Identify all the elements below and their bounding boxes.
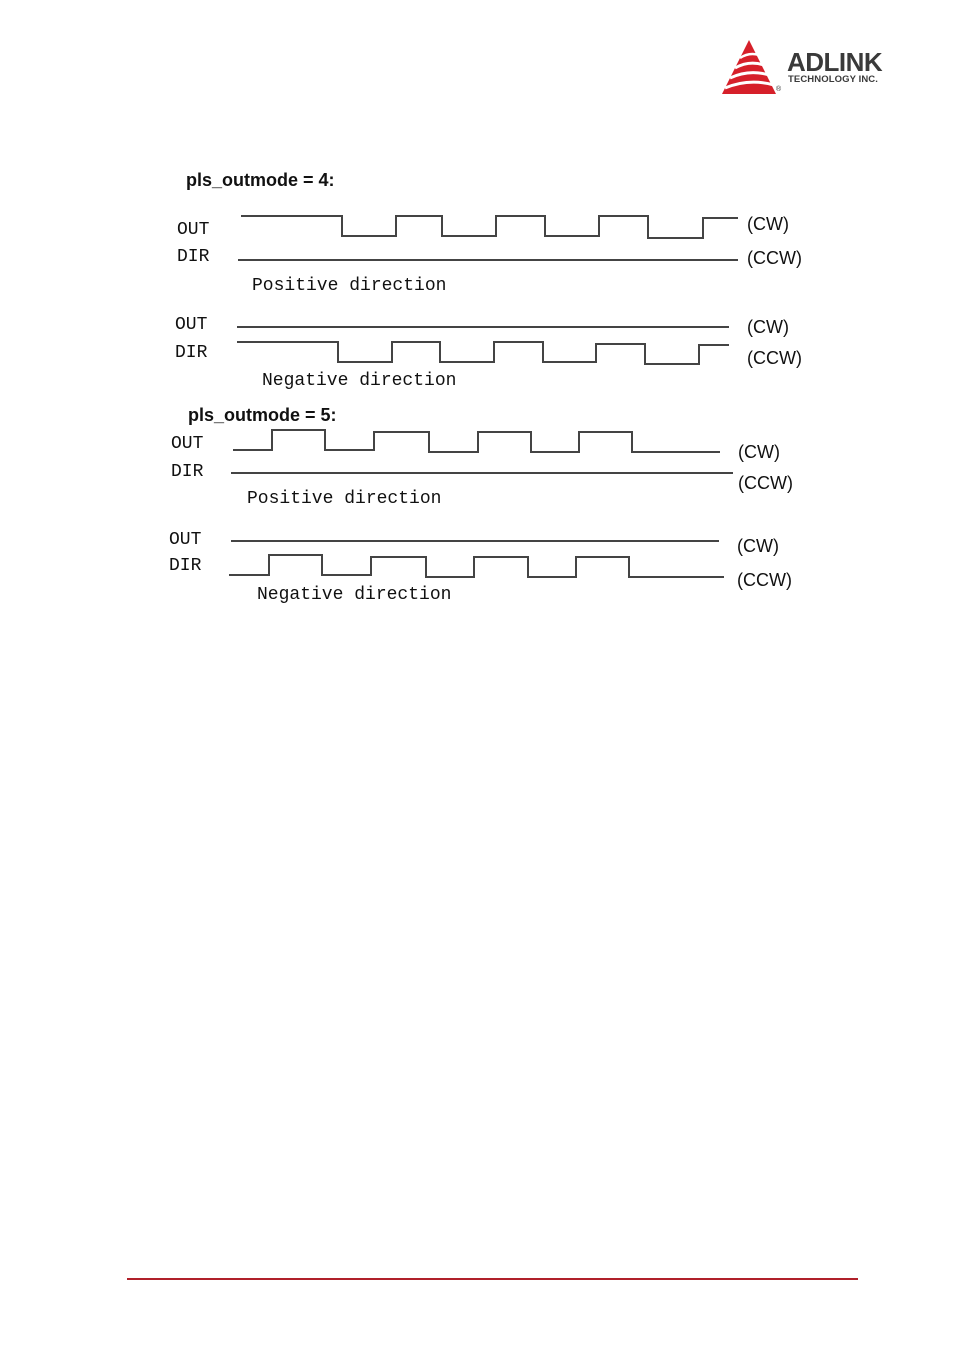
dir-label: DIR — [177, 247, 210, 267]
cw-tag: (CW) — [738, 442, 780, 462]
direction-caption: Positive direction — [252, 276, 447, 296]
direction-caption: Negative direction — [262, 371, 457, 391]
out-label: OUT — [169, 530, 202, 550]
ccw-tag: (CCW) — [747, 248, 802, 268]
direction-caption: Negative direction — [257, 585, 452, 605]
ccw-tag: (CCW) — [747, 348, 802, 368]
cw-tag: (CW) — [737, 536, 779, 556]
logo-wordmark: ADLINK — [787, 47, 883, 77]
out-label: OUT — [171, 434, 204, 454]
section-title-mode-5: pls_outmode = 5: — [188, 405, 337, 425]
logo-registered-mark: ® — [776, 86, 782, 93]
section-title-mode-4: pls_outmode = 4: — [186, 170, 335, 190]
dir-waveform — [229, 555, 724, 577]
out-label: OUT — [177, 220, 210, 240]
logo-subtitle: TECHNOLOGY INC. — [788, 74, 878, 85]
pulse-output-timing-diagram — [0, 0, 954, 640]
cw-tag: (CW) — [747, 214, 789, 234]
out-waveform — [241, 216, 738, 238]
dir-waveform — [237, 342, 729, 364]
direction-caption: Positive direction — [247, 489, 442, 509]
cw-tag: (CW) — [747, 317, 789, 337]
footer-divider — [127, 1278, 858, 1280]
dir-label: DIR — [175, 343, 208, 363]
dir-label: DIR — [171, 462, 204, 482]
ccw-tag: (CCW) — [737, 570, 792, 590]
ccw-tag: (CCW) — [738, 473, 793, 493]
dir-label: DIR — [169, 556, 202, 576]
out-label: OUT — [175, 315, 208, 335]
out-waveform — [233, 430, 720, 452]
